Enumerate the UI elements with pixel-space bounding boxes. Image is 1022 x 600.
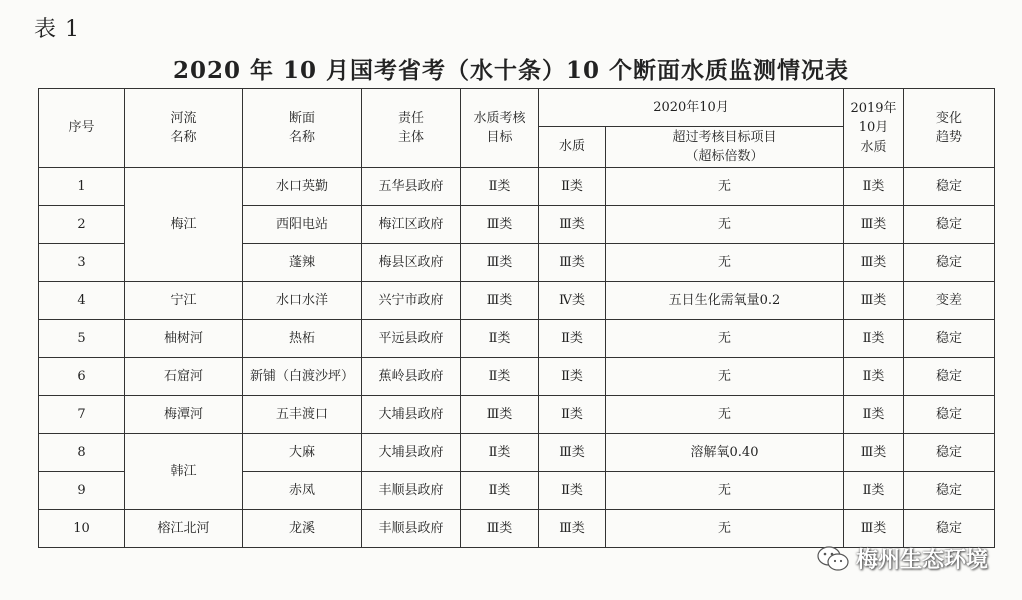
cell-exceed: 溶解氧0.40 [606,434,844,472]
cell-section: 赤凤 [243,472,362,510]
cell-exceed: 无 [606,472,844,510]
cell-target: Ⅲ类 [461,244,539,282]
cell-quality-2019: Ⅲ类 [844,244,904,282]
cell-responsible: 大埔县政府 [362,396,461,434]
cell-trend: 稳定 [904,168,995,206]
cell-trend: 稳定 [904,434,995,472]
cell-quality-2020: Ⅱ类 [539,168,606,206]
header-month-2020: 2020年10月 [539,89,844,127]
cell-seq: 2 [39,206,125,244]
cell-quality-2020: Ⅱ类 [539,358,606,396]
cell-exceed: 无 [606,320,844,358]
cell-exceed: 无 [606,510,844,548]
cell-section: 西阳电站 [243,206,362,244]
cell-responsible: 平远县政府 [362,320,461,358]
cell-seq: 3 [39,244,125,282]
cell-seq: 6 [39,358,125,396]
cell-target: Ⅱ类 [461,168,539,206]
cell-quality-2019: Ⅱ类 [844,396,904,434]
cell-section: 龙溪 [243,510,362,548]
header-exceed: 超过考核目标项目 （超标倍数） [606,127,844,168]
cell-quality-2020: Ⅳ类 [539,282,606,320]
table-row [39,168,995,206]
table-row [39,282,995,320]
header-target: 水质考核 目标 [461,89,539,168]
cell-trend: 稳定 [904,358,995,396]
cell-quality-2019: Ⅲ类 [844,282,904,320]
cell-target: Ⅲ类 [461,396,539,434]
cell-trend: 稳定 [904,320,995,358]
header-section: 断面 名称 [243,89,362,168]
cell-trend: 稳定 [904,472,995,510]
cell-river: 韩江 [125,434,243,510]
cell-section: 新铺（白渡沙坪） [243,358,362,396]
cell-section: 蓬辣 [243,244,362,282]
cell-target: Ⅲ类 [461,206,539,244]
cell-river: 宁江 [125,282,243,320]
cell-seq: 9 [39,472,125,510]
cell-quality-2019: Ⅲ类 [844,206,904,244]
header-river: 河流 名称 [125,89,243,168]
cell-target: Ⅲ类 [461,282,539,320]
cell-quality-2020: Ⅱ类 [539,396,606,434]
water-quality-table [38,88,995,548]
cell-quality-2019: Ⅲ类 [844,434,904,472]
cell-quality-2020: Ⅱ类 [539,472,606,510]
cell-trend: 稳定 [904,206,995,244]
watermark [816,543,988,574]
cell-quality-2019: Ⅱ类 [844,168,904,206]
table-row [39,320,995,358]
cell-quality-2019: Ⅱ类 [844,472,904,510]
table-row [39,358,995,396]
cell-target: Ⅱ类 [461,472,539,510]
cell-exceed: 无 [606,358,844,396]
cell-seq: 4 [39,282,125,320]
cell-river: 石窟河 [125,358,243,396]
cell-quality-2020: Ⅱ类 [539,320,606,358]
cell-responsible: 兴宁市政府 [362,282,461,320]
watermark-text: 梅州生态环境 [855,548,988,573]
cell-responsible: 梅县区政府 [362,244,461,282]
cell-exceed: 五日生化需氧量0.2 [606,282,844,320]
cell-section: 水口水洋 [243,282,362,320]
cell-responsible: 丰顺县政府 [362,510,461,548]
table-row [39,396,995,434]
cell-exceed: 无 [606,206,844,244]
cell-trend: 稳定 [904,510,995,548]
cell-quality-2020: Ⅲ类 [539,434,606,472]
cell-seq: 1 [39,168,125,206]
wechat-icon [816,544,850,574]
cell-responsible: 蕉岭县政府 [362,358,461,396]
cell-river: 梅江 [125,168,243,282]
cell-responsible: 丰顺县政府 [362,472,461,510]
cell-exceed: 无 [606,244,844,282]
cell-target: Ⅲ类 [461,510,539,548]
cell-responsible: 五华县政府 [362,168,461,206]
cell-river: 梅潭河 [125,396,243,434]
cell-trend: 变差 [904,282,995,320]
cell-seq: 10 [39,510,125,548]
cell-section: 大麻 [243,434,362,472]
cell-quality-2020: Ⅲ类 [539,244,606,282]
cell-target: Ⅱ类 [461,320,539,358]
cell-target: Ⅱ类 [461,434,539,472]
cell-responsible: 梅江区政府 [362,206,461,244]
cell-section: 热柘 [243,320,362,358]
cell-trend: 稳定 [904,244,995,282]
header-quality-2019: 2019年 10月 水质 [844,89,904,168]
cell-seq: 7 [39,396,125,434]
header-quality-2020: 水质 [539,127,606,168]
cell-seq: 5 [39,320,125,358]
cell-river: 柚树河 [125,320,243,358]
table-row [39,434,995,472]
cell-target: Ⅱ类 [461,358,539,396]
header-responsible: 责任 主体 [362,89,461,168]
cell-section: 五丰渡口 [243,396,362,434]
cell-river: 榕江北河 [125,510,243,548]
header-trend: 变化 趋势 [904,89,995,168]
document-title: 2020 年 10 月国考省考（水十条）10 个断面水质监测情况表 [172,57,850,84]
header-seq: 序号 [39,89,125,168]
cell-quality-2019: Ⅲ类 [844,510,904,548]
cell-quality-2020: Ⅲ类 [539,206,606,244]
table-label: 表 1 [34,17,80,42]
cell-exceed: 无 [606,396,844,434]
cell-quality-2019: Ⅱ类 [844,358,904,396]
cell-section: 水口英勤 [243,168,362,206]
cell-seq: 8 [39,434,125,472]
cell-exceed: 无 [606,168,844,206]
cell-quality-2020: Ⅲ类 [539,510,606,548]
cell-responsible: 大埔县政府 [362,434,461,472]
table-row [39,510,995,548]
cell-quality-2019: Ⅱ类 [844,320,904,358]
cell-trend: 稳定 [904,396,995,434]
